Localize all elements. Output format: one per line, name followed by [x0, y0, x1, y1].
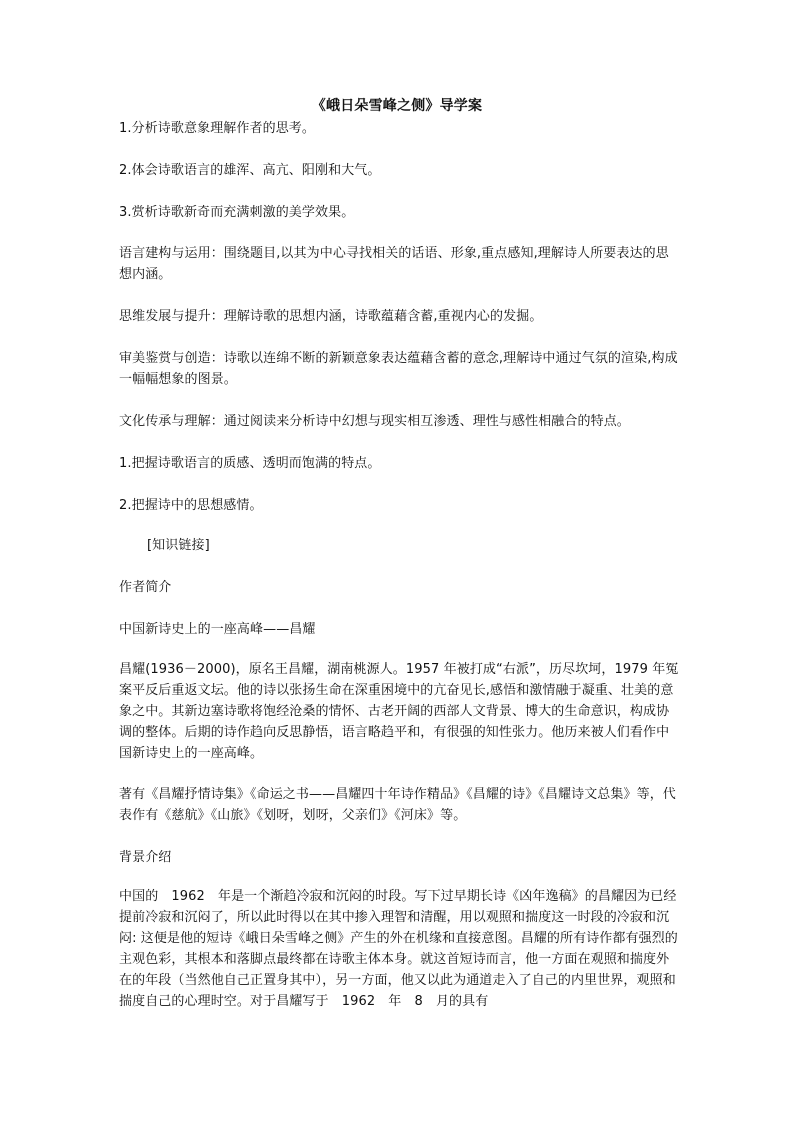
- objective-3: 3.赏析诗歌新奇而充满刺激的美学效果。: [119, 205, 355, 220]
- key-point-1: 1.把握诗歌语言的质感、透明而饱满的特点。: [119, 456, 381, 471]
- knowledge-link-heading: [知识链接]: [147, 538, 210, 553]
- author-works: 著有《昌耀抒情诗集》《命运之书——昌耀四十年诗作精品》《昌耀的诗》《昌耀诗文总集》等，代表作有《慈航》《山旅》《划呀，划呀，父亲们》《河床》等。: [119, 787, 676, 823]
- objective-1: 1.分析诗歌意象理解作者的思考。: [119, 121, 316, 136]
- literacy-thinking: 思维发展与提升：理解诗歌的思想内涵，诗歌蕴藉含蓄,重视内心的发掘。: [119, 309, 543, 324]
- literacy-aesthetic: 审美鉴赏与创造：诗歌以连绵不断的新颖意象表达蕴藉含蓄的意念,理解诗中通过气氛的渲染,构成一幅幅想象的图景。: [119, 351, 678, 387]
- author-heading: 作者简介: [119, 580, 172, 595]
- document-title: 《峨日朵雪峰之侧》导学案: [311, 98, 483, 114]
- background-text: 中国的 1962 年是一个渐趋冷寂和沉闷的时段。写下过早期长诗《凶年逸稿》的昌耀因为已经提前冷寂和沉闷了，所以此时得以在其中掺入理智和清醒，用以观照和揣度这一时段的冷寂和沉闷: 这便是他的短诗《峨日朵雪峰之侧》产生的外在机缘和直接意图。昌耀的所有诗作都有强烈的主观色彩，其根本和落脚点最终都在诗歌主体本身。就这首短诗而言，他一方面在观照和揣度外在的年段（当然他自己正置身其中），另一方面，他又以此为通道走入了自己的内里世界，观照和揣度自己的心理时空。对于昌耀写于 1962 年 8 月的具有: [119, 889, 678, 1009]
- author-subheading: 中国新诗史上的一座高峰——昌耀: [119, 622, 316, 637]
- literacy-culture: 文化传承与理解：通过阅读来分析诗中幻想与现实相互渗透、理性与感性相融合的特点。: [119, 414, 630, 429]
- key-point-2: 2.把握诗中的思想感情。: [119, 498, 263, 513]
- background-heading: 背景介绍: [119, 850, 172, 865]
- objective-2: 2.体会诗歌语言的雄浑、高亢、阳刚和大气。: [119, 163, 381, 178]
- literacy-language: 语言建构与运用：围绕题目,以其为中心寻找相关的话语、形象,重点感知,理解诗人所要表达的思想内涵。: [119, 246, 669, 282]
- author-bio: 昌耀(1936－2000)，原名王昌耀，湖南桃源人。1957 年被打成“右派”，历尽坎坷，1979 年冤案平反后重返文坛。他的诗以张扬生命在深重困境中的亢奋见长,感悟和激情融于凝重、壮美的意象之中。其新边塞诗歌将饱经沧桑的情怀、古老开阔的西部人文背景、博大的生命意识，构成协调的整体。后期的诗作趋向反思静悟，语言略趋平和，有很强的知性张力。他历来被人们看作中国新诗史上的一座高峰。: [119, 662, 679, 761]
